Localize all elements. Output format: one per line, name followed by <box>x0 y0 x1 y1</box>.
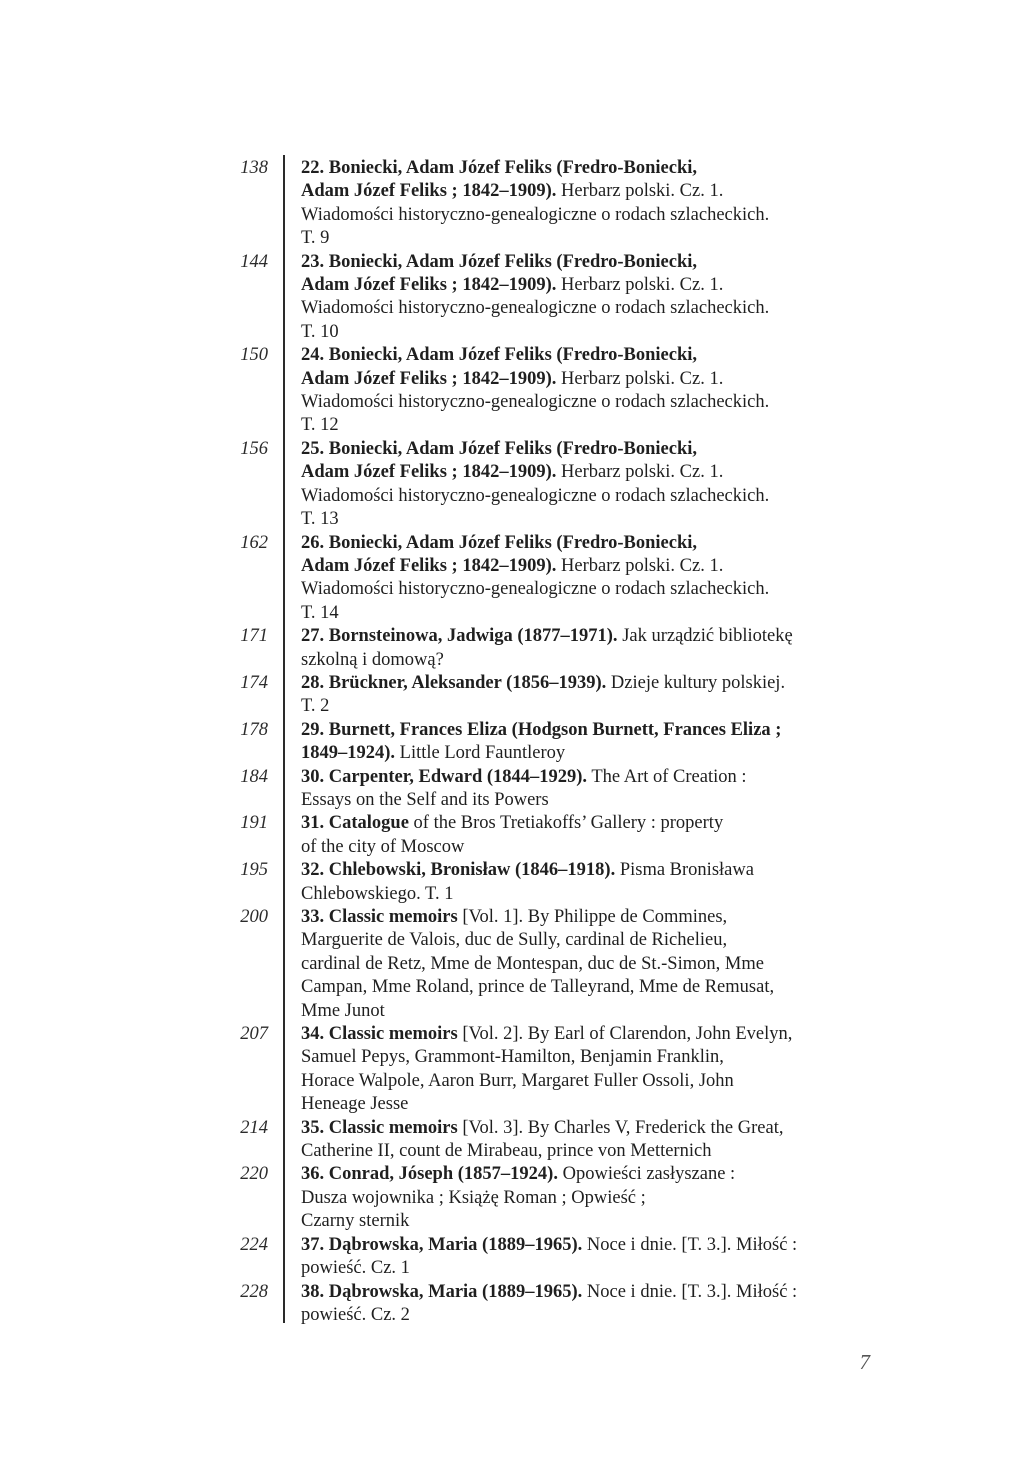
entry-page-number: 224 <box>240 1234 268 1255</box>
entry-description <box>301 1281 891 1328</box>
entry-body-text: Opowieści zasłyszane : <box>557 1164 736 1185</box>
entry-line <box>301 859 891 882</box>
entry-heading-text: 35. Classic memoirs <box>301 1117 458 1138</box>
entry-line <box>301 1187 891 1210</box>
entry-body-text: of the Bros Tretiakoffs’ Gallery : property <box>408 813 724 834</box>
page-number: 7 <box>859 1350 870 1374</box>
entry-heading-text: Adam Józef Feliks ; 1842–1909). <box>301 275 557 296</box>
entry-page-number: 150 <box>240 345 268 366</box>
entry-body-text: T. 14 <box>301 602 339 623</box>
entry-body-text: [Vol. 2]. By Earl of Clarendon, John Evelyn, <box>457 1024 793 1045</box>
entry-line <box>301 274 891 297</box>
toc-entry <box>180 812 900 859</box>
toc-entry <box>180 1117 900 1164</box>
entry-body-text: T. 12 <box>301 415 339 436</box>
entry-line <box>301 1000 891 1023</box>
entry-line <box>301 812 891 835</box>
entry-body-text: Dzieje kultury polskiej. <box>606 672 786 693</box>
entry-line <box>301 695 891 718</box>
entry-body-text: T. 9 <box>301 228 330 249</box>
entry-heading-text: 38. Dąbrowska, Maria (1889–1965). <box>301 1281 583 1302</box>
entry-body-text: Noce i dnie. [T. 3.]. Miłość : <box>582 1281 798 1302</box>
entry-line <box>301 836 891 859</box>
entry-line <box>301 1070 891 1093</box>
entry-heading-text: 28. Brückner, Aleksander (1856–1939). <box>301 672 607 693</box>
entry-description <box>301 906 891 1023</box>
entry-body-text: Wiadomości historyczno-genealogiczne o rodach szlacheckich. <box>301 579 770 600</box>
entry-body-text: Marguerite de Valois, duc de Sully, cardinal de Richelieu, <box>301 930 728 951</box>
entry-page-number: 178 <box>240 719 268 740</box>
entry-heading-text: Adam Józef Feliks ; 1842–1909). <box>301 181 557 202</box>
entry-line <box>301 1023 891 1046</box>
entry-line <box>301 485 891 508</box>
entry-heading-text: 36. Conrad, Jóseph (1857–1924). <box>301 1164 558 1185</box>
entry-line <box>301 391 891 414</box>
entry-line <box>301 953 891 976</box>
entry-body-text: Noce i dnie. [T. 3.]. Miłość : <box>582 1234 798 1255</box>
entry-line <box>301 368 891 391</box>
entry-page-number: 144 <box>240 251 268 272</box>
entry-body-text: Dusza wojownika ; Książę Roman ; Opwieść ; <box>301 1187 646 1208</box>
entry-line <box>301 602 891 625</box>
entry-line <box>301 578 891 601</box>
toc-entry <box>180 1163 900 1233</box>
entry-line <box>301 180 891 203</box>
entry-line <box>301 1163 891 1186</box>
entry-line <box>301 1304 891 1327</box>
entry-description <box>301 251 891 345</box>
toc-entry <box>180 532 900 626</box>
entry-line <box>301 321 891 344</box>
entry-line <box>301 251 891 274</box>
entry-heading-text: Adam Józef Feliks ; 1842–1909). <box>301 368 557 389</box>
entry-body-text: of the city of Moscow <box>301 836 465 857</box>
toc-entry <box>180 859 900 906</box>
entry-description <box>301 1234 891 1281</box>
entry-line <box>301 438 891 461</box>
entry-body-text: [Vol. 1]. By Philippe de Commines, <box>457 907 728 927</box>
entry-body-text: Mme Junot <box>301 1000 385 1021</box>
entry-line <box>301 414 891 437</box>
entry-description <box>301 625 891 672</box>
table-of-contents <box>180 157 900 1327</box>
entry-line <box>301 344 891 367</box>
entry-heading-text: Adam Józef Feliks ; 1842–1909). <box>301 462 557 483</box>
entry-page-number: 191 <box>240 813 268 834</box>
entry-heading-text: 26. Boniecki, Adam Józef Feliks (Fredro-Boniecki, <box>301 532 698 553</box>
entry-line <box>301 1234 891 1257</box>
entry-line <box>301 204 891 227</box>
entry-body-text: powieść. Cz. 1 <box>301 1258 410 1279</box>
toc-entry <box>180 157 900 251</box>
entry-line <box>301 1210 891 1233</box>
entry-heading-text: 29. Burnett, Frances Eliza (Hodgson Burnett, Frances Eliza ; <box>301 719 782 740</box>
toc-entry <box>180 625 900 672</box>
entry-heading-text: 33. Classic memoirs <box>301 907 458 927</box>
entry-line <box>301 1281 891 1304</box>
entry-line <box>301 649 891 672</box>
entry-body-text: szkolną i domową? <box>301 649 444 670</box>
entry-heading-text: 27. Bornsteinowa, Jadwiga (1877–1971). <box>301 626 618 647</box>
entry-description <box>301 1117 891 1164</box>
entry-line <box>301 461 891 484</box>
entry-line <box>301 883 891 906</box>
entry-heading-text: 23. Boniecki, Adam Józef Feliks (Fredro-Boniecki, <box>301 251 698 272</box>
entry-body-text: Pisma Bronisława <box>615 860 754 881</box>
toc-entry <box>180 438 900 532</box>
entry-heading-text: 24. Boniecki, Adam Józef Feliks (Fredro-Boniecki, <box>301 345 698 366</box>
entry-body-text: Herbarz polski. Cz. 1. <box>556 275 724 296</box>
entry-description <box>301 812 891 859</box>
entry-line <box>301 1257 891 1280</box>
entry-line <box>301 227 891 250</box>
toc-entry <box>180 766 900 813</box>
entry-description <box>301 859 891 906</box>
entry-line <box>301 766 891 789</box>
toc-entry <box>180 1234 900 1281</box>
entry-heading-text: 22. Boniecki, Adam Józef Feliks (Fredro-Boniecki, <box>301 158 698 178</box>
entry-body-text: powieść. Cz. 2 <box>301 1304 410 1325</box>
entry-line <box>301 1140 891 1163</box>
entry-body-text: Herbarz polski. Cz. 1. <box>556 181 724 202</box>
entry-heading-text: 25. Boniecki, Adam Józef Feliks (Fredro-Boniecki, <box>301 438 698 459</box>
entry-page-number: 207 <box>240 1024 268 1045</box>
entry-body-text: Wiadomości historyczno-genealogiczne o rodach szlacheckich. <box>301 485 770 506</box>
entry-description <box>301 719 891 766</box>
entry-line <box>301 157 891 180</box>
entry-body-text: Heneage Jesse <box>301 1094 409 1115</box>
toc-entry <box>180 672 900 719</box>
entry-line <box>301 906 891 929</box>
entry-line <box>301 929 891 952</box>
entry-body-text: Herbarz polski. Cz. 1. <box>556 462 724 483</box>
toc-entry <box>180 1023 900 1117</box>
entry-body-text: Wiadomości historyczno-genealogiczne o rodach szlacheckich. <box>301 298 770 319</box>
entry-page-number: 162 <box>240 532 268 553</box>
entry-line <box>301 742 891 765</box>
entry-line <box>301 976 891 999</box>
entry-page-number: 171 <box>240 626 268 647</box>
entry-line <box>301 789 891 812</box>
entry-body-text: Jak urządzić bibliotekę <box>617 626 793 647</box>
entry-heading-text: 30. Carpenter, Edward (1844–1929). <box>301 766 588 787</box>
entry-description <box>301 1163 891 1233</box>
entry-heading-text: 31. Catalogue <box>301 813 409 834</box>
entry-line <box>301 719 891 742</box>
entry-description <box>301 438 891 532</box>
entry-heading-text: 1849–1924). <box>301 743 396 764</box>
entry-heading-text: Adam Józef Feliks ; 1842–1909). <box>301 555 557 576</box>
entry-body-text: Chlebowskiego. T. 1 <box>301 883 454 904</box>
entry-body-text: [Vol. 3]. By Charles V, Frederick the Great, <box>457 1117 784 1138</box>
entry-description <box>301 344 891 438</box>
entry-page-number: 195 <box>240 860 268 881</box>
entry-body-text: T. 2 <box>301 696 330 717</box>
entry-body-text: Horace Walpole, Aaron Burr, Margaret Fuller Ossoli, John <box>301 1070 734 1091</box>
entry-body-text: Herbarz polski. Cz. 1. <box>556 368 724 389</box>
toc-entry <box>180 719 900 766</box>
entry-body-text: T. 13 <box>301 509 339 530</box>
entry-line <box>301 508 891 531</box>
entry-line <box>301 532 891 555</box>
entry-heading-text: 34. Classic memoirs <box>301 1024 458 1045</box>
entry-line <box>301 555 891 578</box>
entry-body-text: T. 10 <box>301 321 339 342</box>
entry-page-number: 220 <box>240 1164 268 1185</box>
entry-description <box>301 157 891 251</box>
entry-line <box>301 625 891 648</box>
entry-page-number: 156 <box>240 438 268 459</box>
entry-heading-text: 32. Chlebowski, Bronisław (1846–1918). <box>301 860 616 881</box>
entry-line <box>301 1093 891 1116</box>
entry-body-text: Herbarz polski. Cz. 1. <box>556 555 724 576</box>
toc-entry <box>180 251 900 345</box>
entry-body-text: Campan, Mme Roland, prince de Talleyrand, Mme de Remusat, <box>301 977 775 998</box>
entry-body-text: Little Lord Fauntleroy <box>395 743 566 764</box>
entry-body-text: Wiadomości historyczno-genealogiczne o rodach szlacheckich. <box>301 204 770 225</box>
entry-line <box>301 672 891 695</box>
entry-page-number: 200 <box>240 907 268 927</box>
entry-description <box>301 1023 891 1117</box>
entry-body-text: Essays on the Self and its Powers <box>301 789 549 810</box>
entry-description <box>301 672 891 719</box>
toc-entry <box>180 1281 900 1328</box>
entry-body-text: Czarny sternik <box>301 1211 410 1232</box>
entry-line <box>301 1117 891 1140</box>
toc-entry <box>180 344 900 438</box>
entry-line <box>301 297 891 320</box>
entry-description <box>301 532 891 626</box>
entry-page-number: 138 <box>240 158 268 178</box>
entry-body-text: The Art of Creation : <box>587 766 747 787</box>
entry-body-text: Catherine II, count de Mirabeau, prince von Metternich <box>301 1141 712 1162</box>
entry-page-number: 184 <box>240 766 268 787</box>
entry-line <box>301 1046 891 1069</box>
entry-page-number: 174 <box>240 672 268 693</box>
entry-body-text: Samuel Pepys, Grammont-Hamilton, Benjamin Franklin, <box>301 1047 724 1068</box>
entry-body-text: cardinal de Retz, Mme de Montespan, duc de St.-Simon, Mme <box>301 953 764 974</box>
entry-description <box>301 766 891 813</box>
entry-page-number: 214 <box>240 1117 268 1138</box>
entry-heading-text: 37. Dąbrowska, Maria (1889–1965). <box>301 1234 583 1255</box>
entry-body-text: Wiadomości historyczno-genealogiczne o rodach szlacheckich. <box>301 392 770 413</box>
entry-page-number: 228 <box>240 1281 268 1302</box>
toc-entry <box>180 906 900 1023</box>
